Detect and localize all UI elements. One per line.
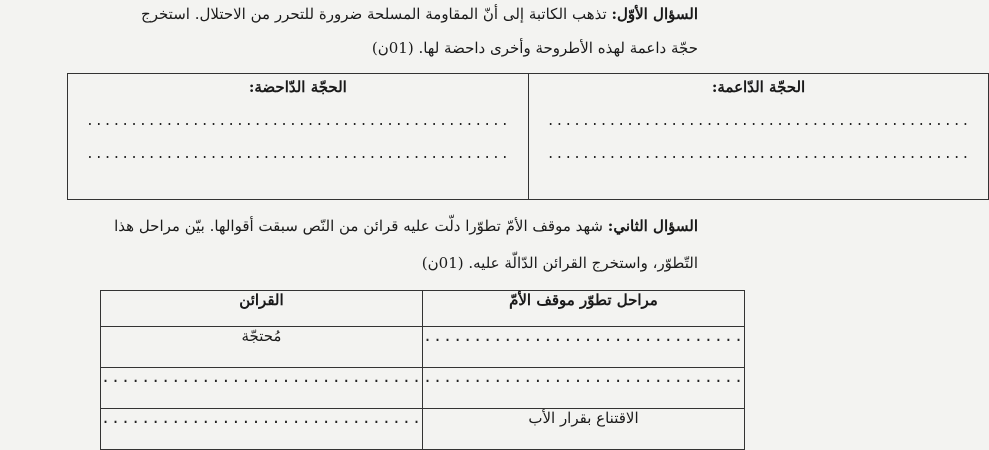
arguments-table xyxy=(67,73,989,200)
stages-header: مراحل تطوّر موقف الأمّ xyxy=(422,291,744,327)
question-1-line-1 xyxy=(40,4,698,25)
refuting-argument-cell[interactable] xyxy=(68,74,529,200)
stage-1-answer[interactable]: ................................ xyxy=(422,327,744,368)
supporting-argument-header: الحجّة الدّاعمة: xyxy=(711,78,806,96)
question-2-text-2: التّطوّر، واستخرج القرائن الدّالّة عليه. (01ن) xyxy=(421,254,698,272)
answer-line[interactable]: ................................................ xyxy=(546,114,971,129)
clues-header: القرائن xyxy=(101,291,423,327)
stage-2-answer[interactable]: ................................ xyxy=(422,368,744,409)
question-1-text-2: حجّة داعمة لهذه الأطروحة وأخرى داحضة لها. (01ن) xyxy=(371,39,698,57)
clue-1: مُحتجّة xyxy=(101,327,423,368)
question-2-text-1: شهد موقف الأمّ تطوّرا دلّت عليه قرائن من النّص سبقت أقوالها. بيّن مراحل هذا xyxy=(114,217,603,235)
clue-3-answer[interactable]: ................................ xyxy=(101,409,423,450)
clue-2-answer[interactable]: ................................ xyxy=(101,368,423,409)
question-1-text-1: تذهب الكاتبة إلى أنّ المقاومة المسلحة ضرورة للتحرر من الاحتلال. استخرج xyxy=(141,5,607,23)
question-2-label: السؤال الثاني: xyxy=(607,217,698,235)
question-1-label: السؤال الأوّل: xyxy=(611,5,698,23)
question-2-line-1 xyxy=(40,216,698,237)
stages-table xyxy=(100,290,745,450)
answer-line[interactable]: ................................................ xyxy=(546,147,971,162)
refuting-argument-header: الحجّة الدّاحضة: xyxy=(248,78,347,96)
stage-3: الاقتناع بقرار الأب xyxy=(422,409,744,450)
supporting-argument-cell[interactable] xyxy=(528,74,989,200)
answer-line[interactable]: ................................................ xyxy=(86,114,510,129)
answer-line[interactable]: ................................................ xyxy=(86,147,510,162)
